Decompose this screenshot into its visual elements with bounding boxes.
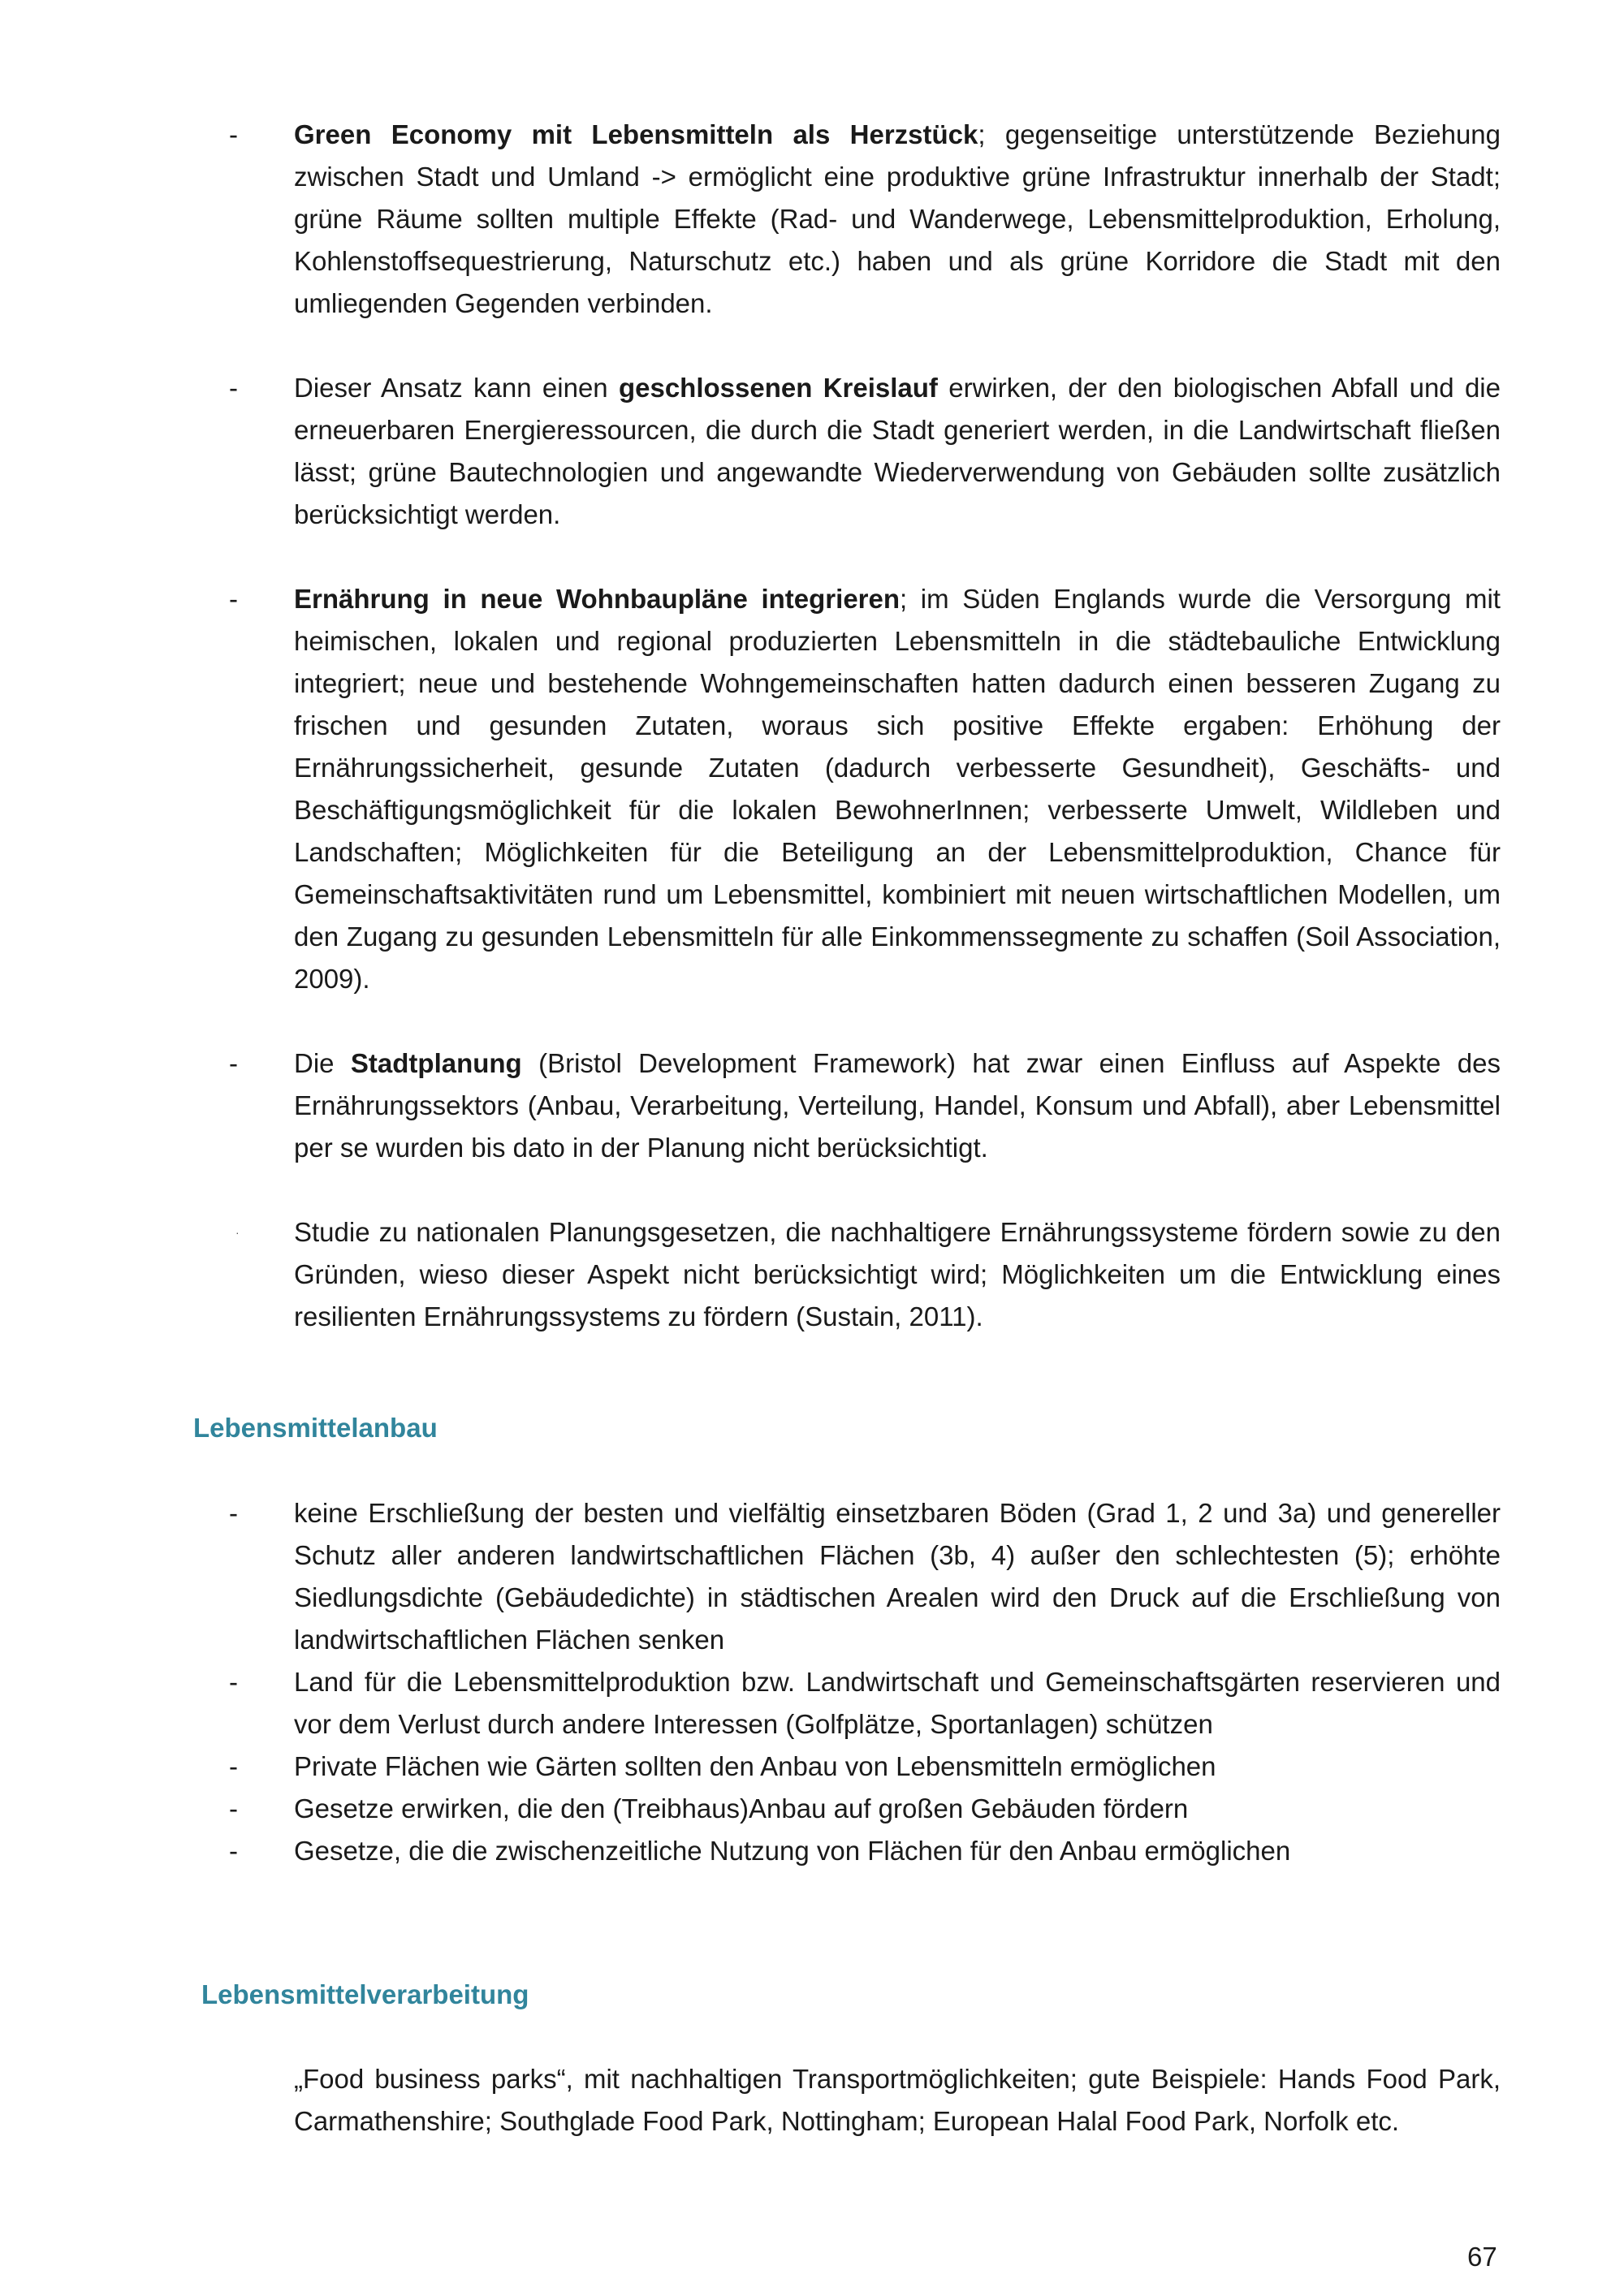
- bullet-green-economy: [229, 114, 1501, 325]
- bold-term: Stadtplanung: [350, 1048, 522, 1078]
- list-item-text: keine Erschließung der besten und vielfältig einsetzbaren Böden (Grad 1, 2 und 3a) und genereller Schutz aller anderen landwirtschaftlichen Flächen (3b, 4) außer den schlechtesten (5); erhöhte Siedlungsdichte (Gebäudedichte) in städtischen Arealen wird den Druck auf die Erschließung von landwirtschaftlichen Flächen senken: [294, 1498, 1501, 1655]
- bullet-text: Dieser Ansatz kann einen geschlossenen Kreislauf erwirken, der den biologischen Abfall und die erneuerbaren Energieressourcen, die durch die Stadt generiert werden, in die Landwirtschaft fließen lässt; grüne Bautechnologien und angewandte Wiederverwendung von Gebäuden sollte zusätzlich berücksichtigt werden.: [294, 373, 1501, 529]
- bold-term: Green Economy mit Lebensmitteln als Herzstück: [294, 119, 978, 149]
- bullet-marker: -: [229, 1498, 238, 1528]
- bullet-wohnbauplaene: [229, 578, 1501, 1000]
- section-heading-verarbeitung: Lebensmittelverarbeitung: [201, 1979, 529, 2009]
- page-number: 67: [1467, 2242, 1497, 2272]
- bullet-text: Green Economy mit Lebensmitteln als Herzstück; gegenseitige unterstützende Beziehung zwischen Stadt und Umland -> ermöglicht eine produktive grüne Infrastruktur innerhalb der Stadt; grüne Räume sollten multiple Effekte (Rad- und Wanderwege, Lebensmittelproduktion, Erholung, Kohlenstoffsequestrierung, Naturschutz etc.) haben und als grüne Korridore die Stadt mit den umliegenden Gegenden verbinden.: [294, 119, 1501, 318]
- bold-term: geschlossenen Kreislauf: [618, 373, 938, 403]
- list-item-text: Gesetze, die die zwischenzeitliche Nutzung von Flächen für den Anbau ermöglichen: [294, 1836, 1291, 1866]
- bullet-marker: ·: [235, 1226, 240, 1239]
- bullet-studie: [235, 1211, 1501, 1338]
- list-item: [229, 1830, 1501, 1872]
- section-heading-anbau: Lebensmittelanbau: [193, 1413, 438, 1443]
- bullet-stadtplanung: [229, 1042, 1501, 1169]
- bullet-marker: -: [229, 1667, 238, 1697]
- list-item: [229, 1788, 1501, 1830]
- bullet-marker: -: [229, 584, 238, 614]
- bullet-kreislauf: [229, 367, 1501, 536]
- bullet-marker: -: [229, 1048, 238, 1078]
- bullet-marker: -: [229, 1836, 238, 1866]
- bullet-marker: -: [229, 1751, 238, 1781]
- bullet-text: Die Stadtplanung (Bristol Development Framework) hat zwar einen Einfluss auf Aspekte des Ernährungssektors (Anbau, Verarbeitung, Verteilung, Handel, Konsum und Abfall), aber Lebensmittel per se wurden bis dato in der Planung nicht berücksichtigt.: [294, 1048, 1501, 1163]
- list-item-text: Land für die Lebensmittelproduktion bzw. Landwirtschaft und Gemeinschaftsgärten reservieren und vor dem Verlust durch andere Interessen (Golfplätze, Sportanlagen) schützen: [294, 1667, 1501, 1739]
- bullet-text: Studie zu nationalen Planungsgesetzen, die nachhaltigere Ernährungssysteme fördern sowie zu den Gründen, wieso dieser Aspekt nicht berücksichtigt wird; Möglichkeiten um die Entwicklung eines resilienten Ernährungssystems zu fördern (Sustain, 2011).: [294, 1217, 1501, 1331]
- bullet-text: Ernährung in neue Wohnbaupläne integrieren; im Süden Englands wurde die Versorgung mit heimischen, lokalen und regional produzierten Lebensmitteln in die städtebauliche Entwicklung integriert; neue und bestehende Wohngemeinschaften hatten dadurch einen besseren Zugang zu frischen und gesunden Zutaten, woraus sich positive Effekte ergaben: Erhöhung der Ernährungssicherheit, gesunde Zutaten (dadurch verbesserte Gesundheit), Geschäfts- und Beschäftigungsmöglichkeit für die lokalen BewohnerInnen; verbesserte Umwelt, Wildleben und Landschaften; Möglichkeiten für die Beteiligung an der Lebensmittelproduktion, Chance für Gemeinschaftsaktivitäten rund um Lebensmittel, kombiniert mit neuen wirtschaftlichen Modellen, um den Zugang zu gesunden Lebensmitteln für alle Einkommenssegmente zu schaffen (Soil Association, 2009).: [294, 584, 1501, 994]
- bullet-marker: -: [229, 373, 238, 403]
- paragraph-text: „Food business parks“, mit nachhaltigen Transportmöglichkeiten; gute Beispiele: Hands Food Park, Carmathenshire; Southglade Food Park, Nottingham; European Halal Food Park, Norfolk etc.: [294, 2064, 1501, 2136]
- list-item: [229, 1746, 1501, 1788]
- bullet-marker: -: [229, 1793, 238, 1823]
- list-item-text: Gesetze erwirken, die den (Treibhaus)Anbau auf großen Gebäuden fördern: [294, 1793, 1189, 1823]
- list-item-text: Private Flächen wie Gärten sollten den Anbau von Lebensmitteln ermöglichen: [294, 1751, 1216, 1781]
- bold-term: Ernährung in neue Wohnbaupläne integrieren: [294, 584, 901, 614]
- list-item: [229, 1661, 1501, 1746]
- anbau-list: [229, 1492, 1501, 1872]
- verarbeitung-paragraph: [244, 2058, 1501, 2143]
- bullet-marker: -: [229, 119, 238, 149]
- list-item: [229, 1492, 1501, 1661]
